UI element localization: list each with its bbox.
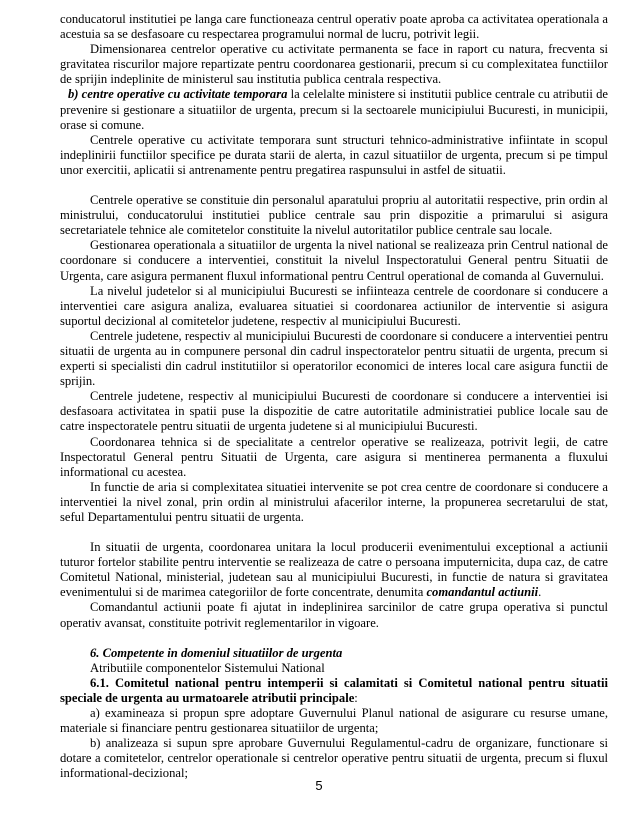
paragraph: Centrele operative se constituie din personalul aparatului propriu al autoritatii respective, prin ordin al ministrului, conducatorului institutiei publice centrale sau prin dispozitie a primarului si asigura secretariatele tehnice ale comitetelor constituite la nivelul autoritatilor publice centrale sau locale. [60, 193, 608, 238]
paragraph [60, 676, 608, 706]
paragraph: Atributiile componentelor Sistemului National [90, 660, 325, 675]
page-number: 5 [315, 778, 323, 793]
paragraph: In functie de aria si complexitatea situatiei intervenite se pot crea centre de coordonare si conducere a interventiei la nivel zonal, prin ordin al ministrului afacerilor interne, la propunerea secretarului de stat, seful Departamentului pentru situatii de urgenta. [60, 479, 608, 524]
spacer [60, 178, 608, 193]
document-body [60, 12, 608, 782]
list-item: b) analizeaza si supun spre aprobare Guvernului Regulamentul-cadru de organizare, functionare si dotare a comitetelor, centrelor operationale si centrelor operative pentru situatii de urgenta, precum si fluxul informational-decizional; [60, 736, 608, 781]
spacer [60, 525, 608, 540]
paragraph: Dimensionarea centrelor operative cu activitate permanenta se face in raport cu natura, frecventa si gravitatea riscurilor majore repartizate pentru coordonarea gestionarii, precum si cu complexitatea functiilor de sprijin indeplinite de ministerul sau institutia publica centrala respectiva. [60, 42, 608, 87]
paragraph: Centrele operative cu activitate temporara sunt structuri tehnico-administrative infiintate in scopul indeplinirii functiilor specifice pe durata starii de alerta, in cazul situatiilor de urgenta, precum si pe timpul unor exercitii, aplicatii si antrenamente pentru pregatirea raspunsului in astfel de situatii. [60, 132, 608, 177]
paragraph: Centrele judetene, respectiv al municipiului Bucuresti de coordonare si conducere a interventiei isi desfasoara activitatea in spatii puse la dispozitie de catre autoritatile administratiei publice locale sau de catre inspectoratele pentru situatii de urgenta judetene si al municipiului Bucuresti. [60, 389, 608, 434]
subsection-heading: 6.1. Comitetul national pentru intemperii si calamitati si Comitetul national pentru situatii speciale de urgenta au urmatoarele atributii principale [60, 675, 608, 705]
paragraph: La nivelul judetelor si al municipiului Bucuresti se infiinteaza centrele de coordonare si conducere a interventiei care asigura analiza, evaluarea situatiei si coordonarea actiunilor de interventie si asigura suportul decizional al comitetelor judetene, respectiv al municipiului Bucuresti. [60, 283, 608, 328]
paragraph: Comandantul actiunii poate fi ajutat in indeplinirea sarcinilor de catre grupa operativa si punctul operativ avansat, constituite potrivit reglementarilor in vigoare. [60, 600, 608, 630]
spacer [60, 631, 608, 646]
paragraph: Centrele judetene, respectiv al municipiului Bucuresti de coordonare si conducere a interventiei pentru situatii de urgenta au in compunere personal din cadrul inspectoratelor pentru situatii de urgenta, precum si experti si specialisti din cadrul institutiilor si operatorilor economici de interes local care asigura functii de sprijin. [60, 328, 608, 389]
paragraph [60, 87, 608, 132]
list-item-heading: b) centre operative cu activitate temporara [68, 87, 288, 102]
paragraph-text: In situatii de urgenta, coordonarea unitara la locul producerii evenimentului exceptional a actiunii tuturor fortelor stabilite pentru interventie se realizeaza de catre o persoana imputernicita, dupa caz, de catre Comitetul National, ministerial, judetean sau al municipiului Bucuresti, in functie de natura si gravitatea evenimentului si de marimea categoriilor de forte concentrate, denumita [60, 540, 608, 600]
list-item: a) examineaza si propun spre adoptare Guvernului Planul national de asigurare cu resurse umane, materiale si financiare pentru gestionarea situatiilor de urgenta; [60, 706, 608, 736]
section-heading: 6. Competente in domeniul situatiilor de urgenta [90, 645, 343, 660]
paragraph: Gestionarea operationala a situatiilor de urgenta la nivel national se realizeaza prin Centrul national de coordonare si conducere a interventiei, constituit la nivelul Inspectoratului General pentru Situatii de Urgenta, care asigura permanent fluxul informational pentru Centrul operational de comanda al Guvernului. [60, 238, 608, 283]
paragraph-text: . [538, 585, 542, 600]
paragraph [60, 540, 608, 600]
paragraph-text: : [354, 690, 358, 705]
emphasis-term: comandantul actiunii [426, 585, 539, 600]
paragraph: conducatorul institutiei pe langa care functioneaza centrul operativ poate aproba ca activitatea operationala a acestuia sa se desfasoare cu respectarea programului normal de lucru, potrivit legii. [60, 12, 608, 42]
paragraph: Coordonarea tehnica si de specialitate a centrelor operative se realizeaza, potrivit legii, de catre Inspectoratul General pentru Situatii de Urgenta, care asigura si mentinerea permanenta a fluxului informational cu acestea. [60, 434, 608, 479]
paragraph-text: la celelalte ministere si institutii publice centrale cu atributii de prevenire si gestionare a situatiilor de urgenta, precum si la sectoarele municipiului Bucuresti, in municipii, orase si comune. [60, 87, 608, 132]
